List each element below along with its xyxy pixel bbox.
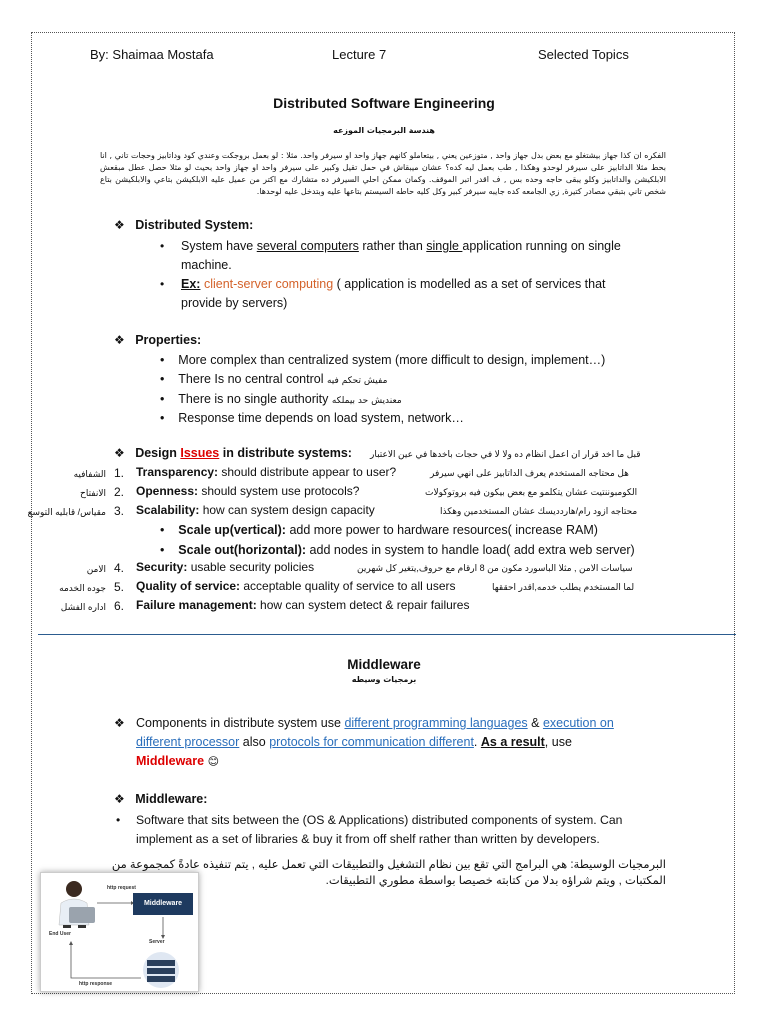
props-item-1: • More complex than centralized system (more difficult to design, implement…) bbox=[160, 353, 606, 367]
middleware-title-ar: برمجيات وسيطه bbox=[351, 675, 417, 684]
middleware-definition: Software that sits between the (OS & Applications) distributed components of system. Can implement as a set of libraries & buy it from off shelf rather than written by developers. bbox=[136, 813, 623, 846]
issue-4-ar: سياسات الامن , مثلا الباسورد مكون من 8 ارقام مع حروف,يتغير كل شهرين bbox=[357, 563, 633, 573]
smile-emoji-icon: 😊 bbox=[207, 756, 220, 768]
middleware-def-bullet: • bbox=[116, 813, 121, 827]
middleware-intro: Components in distribute system use different programming languages & execution on different processor also protocols for communication different. As a result, use Middleware 😊 bbox=[136, 716, 614, 768]
issue-3-number: 3. bbox=[114, 504, 125, 518]
diagram-http-response: http response bbox=[79, 981, 113, 987]
laptop-icon bbox=[69, 907, 95, 923]
issue-3-text: Scalability: how can system design capacity bbox=[136, 503, 375, 517]
side-label-quality: جوده الخدمه bbox=[59, 583, 106, 593]
response-arrow bbox=[71, 943, 141, 978]
diagram-end-user: End User bbox=[49, 931, 71, 937]
link-programming-languages[interactable]: different programming languages bbox=[344, 716, 528, 730]
header-author: By: Shaimaa Mostafa bbox=[90, 47, 214, 62]
ds-heading: ❖ Distributed System: bbox=[114, 218, 254, 232]
issue-4-number: 4. bbox=[114, 561, 125, 575]
user-head-icon bbox=[66, 881, 82, 897]
issue-1-text: Transparency: should distribute appear to user? bbox=[136, 465, 397, 479]
issue-5-text: Quality of service: acceptable quality of service to all users bbox=[136, 579, 456, 593]
issue-1-number: 1. bbox=[114, 466, 125, 480]
intro-paragraph-ar: الفكره ان كذا جهاز بيشتغلو مع بعض بدل جهاز واحد , متوزعين يعني , بيتعاملو كانهم جهاز واحد او سيرفر واحد. مثلا : لو بعمل بروجكت وعندي كود وداتابيز وحجات تاني , انا بحط مثلا الداتابيز على سيرفر لوحدو وهكذا , طب بعمل ليه كده؟ عشان ميبقاش في حمل تقيل وكبير على سيرفر واحد او جهاز واحد بحيث لو مثلا حصل عطل مبقعش الابلكيشن والداتابيز وكلو يبقى حاجه وحده بس , ف اقدر اتبر الموقف. وكمان ممكن احلي السيرفر ده متشارك مع اكتر من عميل عليه الابلكيشن بتاعي والابلكيشن بتاع شخص تاني بتبقي مصادر كتيرة, زي الجامعه كده جايبه سيرفر كبير وكل كليه حاطه السيستم بتاعها عليه وبتدخل عليه لوحدها. bbox=[100, 151, 666, 196]
middleware-definition-ar: البرمجيات الوسيطة: هي البرامج التي تقع بين نظام التشغيل والتطبيقات التي تعمل عليه , يتم تنفيذه عادةً كمجموعة من المكتبات , ويتم شراؤه بدلا من كتابته خصيصا بواسطة مطوري التطبيقات. bbox=[111, 859, 666, 887]
section-divider bbox=[38, 634, 736, 635]
middleware-title: Middleware bbox=[347, 657, 421, 672]
props-item-2: • There Is no central control مفيش تحكم فيه bbox=[160, 372, 388, 386]
design-heading: ❖ Design Issues in distribute systems: bbox=[114, 446, 352, 460]
issue-5-number: 5. bbox=[114, 580, 125, 594]
side-label-security: الامن bbox=[86, 564, 106, 574]
issue-4-text: Security: usable security policies bbox=[136, 560, 315, 574]
scale-up-item: • Scale up(vertical): add more power to hardware resources( increase RAM) bbox=[160, 523, 598, 537]
issue-2-number: 2. bbox=[114, 485, 125, 499]
side-label-scalability: مقياس/ قابليه التوسع bbox=[27, 507, 106, 517]
mw-diamond-1: ❖ bbox=[114, 716, 125, 730]
issue-3-ar: محتاجه ازود رام/هاردديسك عشان المستخدمين وهكذا bbox=[440, 506, 638, 516]
ds-bullet-2: • bbox=[160, 277, 165, 291]
issue-2-ar: الكومبوننتيت عشان يتكلمو مع بعض بيكون فيه بروتوكولات bbox=[425, 487, 638, 497]
server-icon bbox=[147, 960, 175, 966]
issue-1-ar: هل محتاجه المستخدم يعرف الداتابيز على انهي سيرفر bbox=[430, 468, 629, 478]
section-title-ar: هندسة البرمجيات الموزعه bbox=[333, 126, 435, 135]
props-item-4: • Response time depends on load system, network… bbox=[160, 411, 464, 425]
middleware-diagram bbox=[40, 872, 199, 992]
issue-5-ar: لما المستخدم يطلب خدمه,اقدر احققها bbox=[492, 582, 635, 592]
issue-6-number: 6. bbox=[114, 599, 125, 613]
ds-bullet-1: • bbox=[160, 239, 165, 253]
diagram-server: Server bbox=[149, 939, 165, 945]
props-heading: ❖ Properties: bbox=[114, 333, 202, 347]
diagram-middleware-box: Middleware bbox=[133, 893, 193, 915]
side-label-transparency: الشفافيه bbox=[73, 469, 106, 479]
design-heading-ar: قبل ما اخد قرار ان اعمل انظام ده ولا لا في حجات باخدها في عين الاعتبار bbox=[370, 449, 641, 459]
issue-2-text: Openness: should system use protocols? bbox=[136, 484, 360, 498]
scale-out-item: • Scale out(horizontal): add nodes in system to handle load( add extra web server) bbox=[160, 543, 635, 557]
ds-bullet-1-text: System have several computers rather than single application running on single machine. bbox=[181, 239, 621, 272]
ds-bullet-2-text: Ex: client-server computing ( application is modelled as a set of services that provide by servers) bbox=[181, 277, 606, 310]
section-title: Distributed Software Engineering bbox=[273, 95, 495, 111]
side-label-openness: الانفتاح bbox=[80, 488, 106, 498]
issue-6-text: Failure management: how can system detect & repair failures bbox=[136, 598, 470, 612]
props-item-3: • There is no single authority معنديش حد بيملكه bbox=[160, 392, 402, 406]
diagram-http-request: http request bbox=[107, 885, 136, 891]
link-execution-on[interactable]: execution on bbox=[542, 716, 614, 730]
header-course: Selected Topics bbox=[538, 47, 629, 62]
middleware-heading: ❖ Middleware: bbox=[114, 792, 208, 806]
link-different-processor[interactable]: different processor bbox=[136, 735, 240, 749]
header-lecture: Lecture 7 bbox=[332, 47, 387, 62]
side-label-failure: اداره الفشل bbox=[60, 602, 106, 612]
link-protocols[interactable]: protocols for communication different bbox=[269, 735, 474, 749]
